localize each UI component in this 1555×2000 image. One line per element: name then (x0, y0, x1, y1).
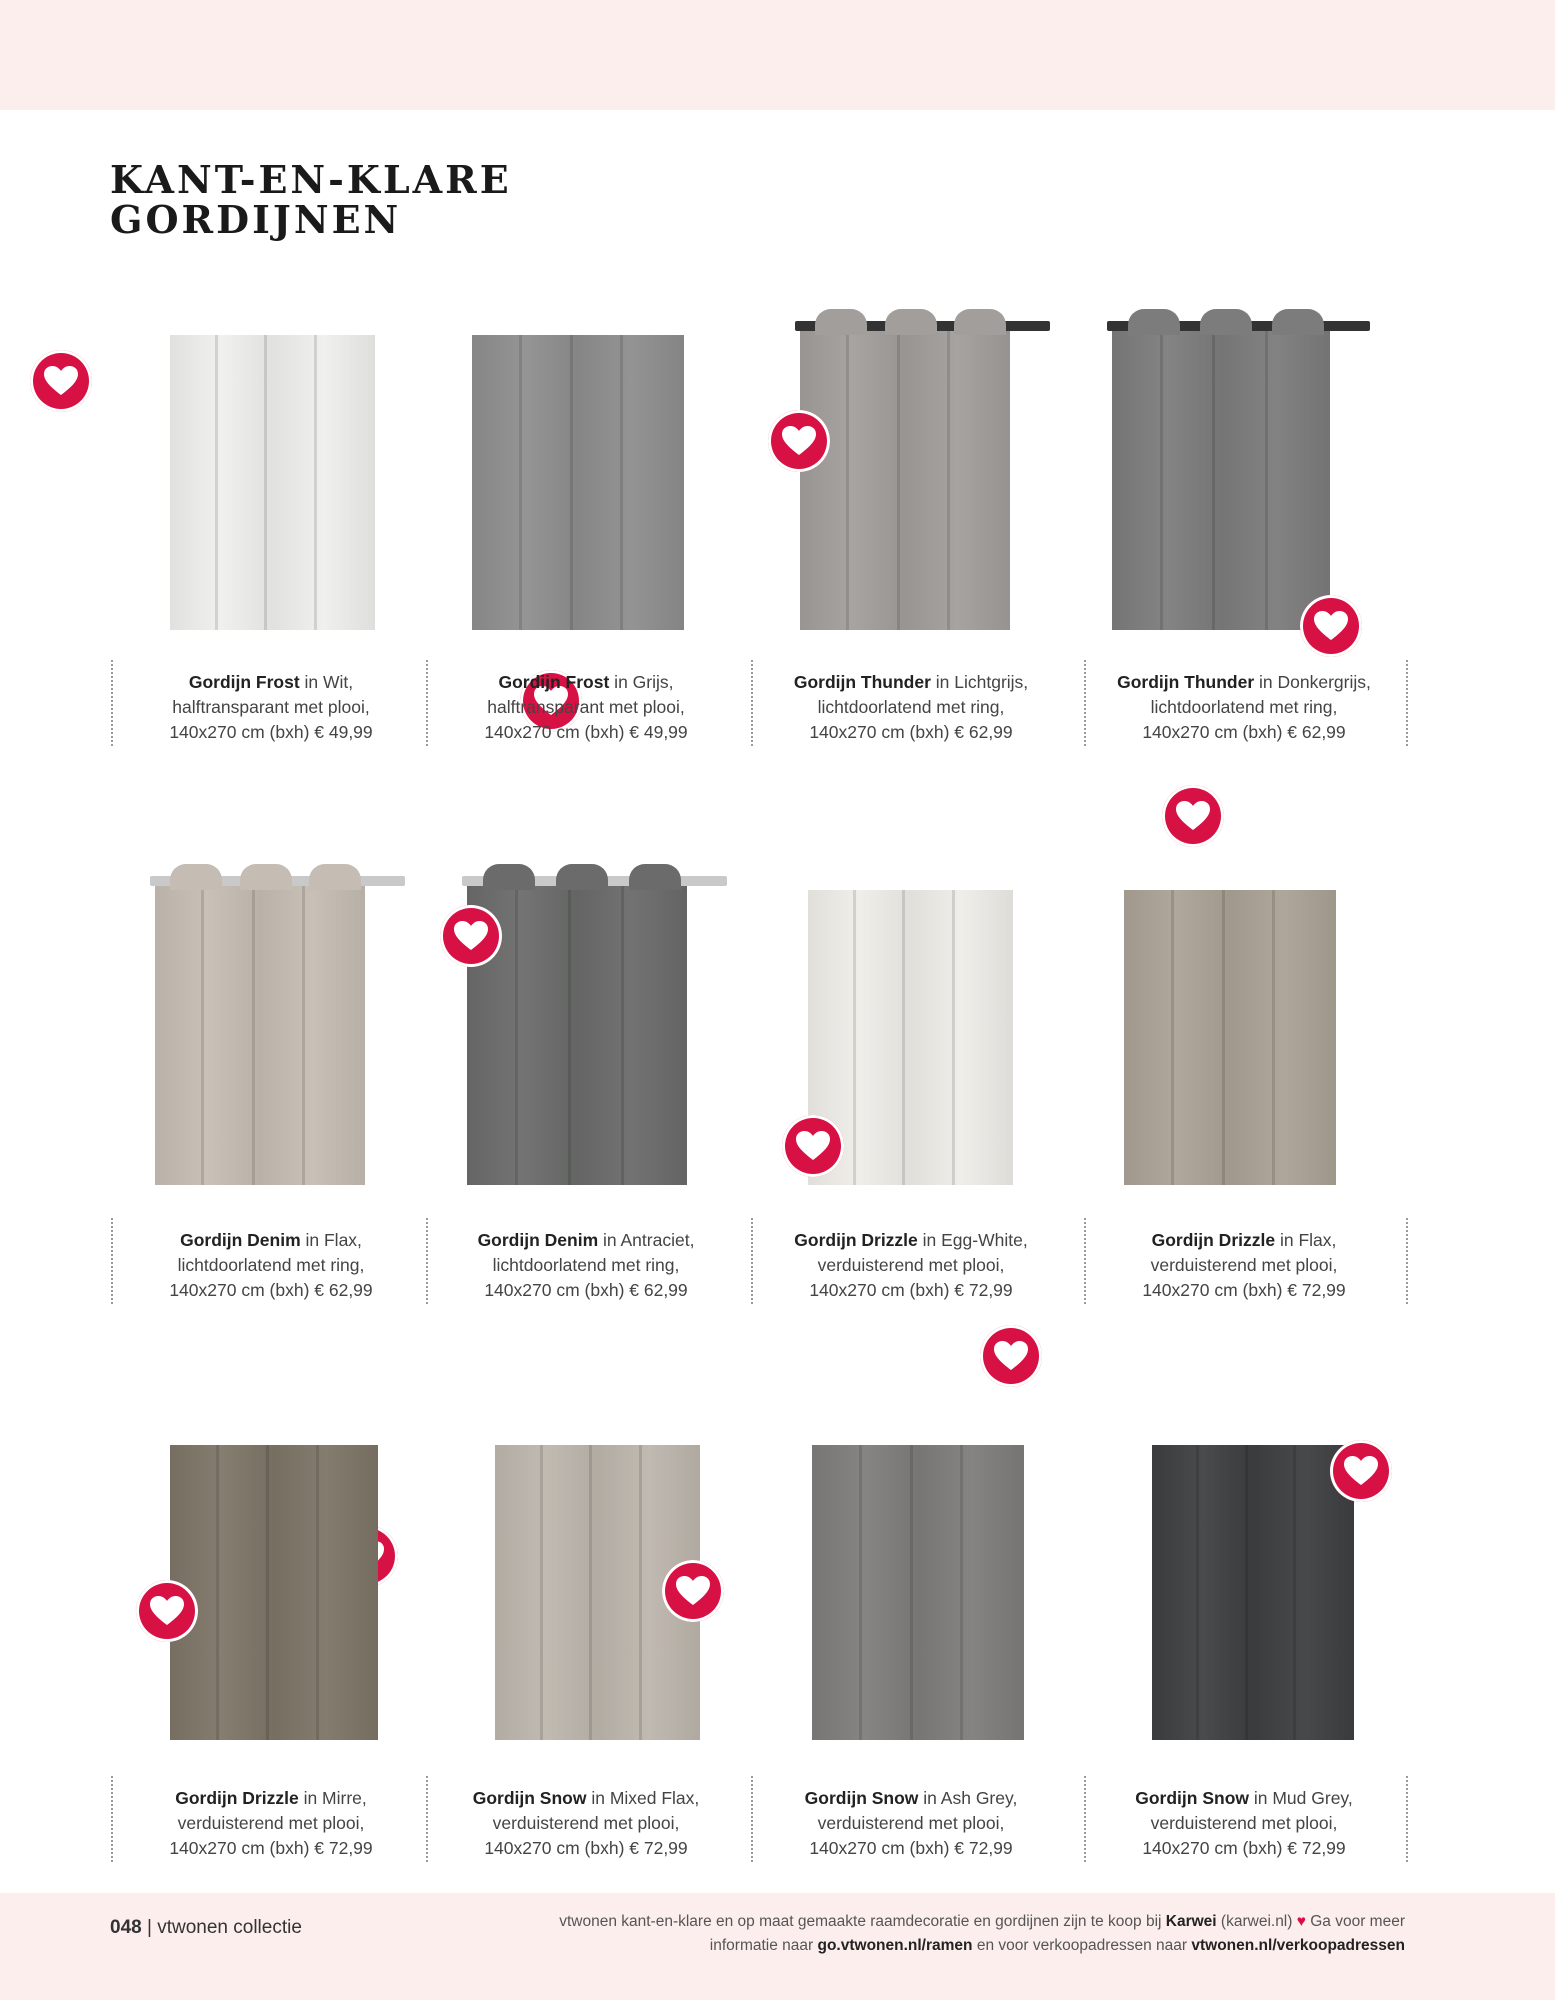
collection-label: vtwonen collectie (157, 1917, 302, 1938)
curtain-image (812, 1445, 1024, 1740)
curtain-image (1112, 325, 1330, 630)
favorite-heart-icon[interactable] (782, 1115, 844, 1177)
curtain-fold (264, 335, 267, 630)
curtain-fold (639, 1445, 642, 1740)
dotted-divider (426, 1776, 428, 1862)
product-name: Gordijn Snow (1135, 1788, 1249, 1808)
top-band (0, 0, 1555, 110)
curtain-fold (1272, 890, 1275, 1185)
separator: | (141, 1917, 158, 1938)
dotted-divider (111, 1776, 113, 1862)
product-price: 140x270 cm (bxh) € 62,99 (809, 722, 1013, 742)
curtain-fold (215, 335, 218, 630)
product-type: halftransparant met plooi, (487, 697, 685, 717)
footer-text: informatie naar (709, 1937, 818, 1954)
curtain-fold (859, 1445, 862, 1740)
product-color: in Wit, (299, 672, 354, 692)
product-type: verduisterend met plooi, (817, 1813, 1005, 1833)
curtain-fold (1245, 1445, 1248, 1740)
product-color: in Antraciet, (598, 1230, 695, 1250)
curtain-fold (846, 325, 849, 630)
curtain-fold (515, 880, 518, 1185)
product-caption (110, 1786, 432, 1861)
footer-info (505, 1910, 1405, 1958)
product-name: Gordijn Denim (180, 1230, 301, 1250)
curtain-fold (1196, 1445, 1199, 1740)
link-verkoopadressen[interactable]: vtwonen.nl/verkoopadressen (1191, 1937, 1405, 1954)
product-type: lichtdoorlatend met ring, (177, 1255, 365, 1275)
dotted-divider (426, 1218, 428, 1304)
curtain-fold (570, 335, 573, 630)
curtain-fold (540, 1445, 543, 1740)
product-name: Gordijn Snow (804, 1788, 919, 1808)
curtain-fold (621, 880, 624, 1185)
curtain-ring (815, 309, 867, 335)
link-ramen[interactable]: go.vtwonen.nl/ramen (817, 1937, 973, 1954)
page-number: 048 (110, 1917, 142, 1938)
heart-shape (1313, 610, 1349, 642)
product-price: 140x270 cm (bxh) € 72,99 (1142, 1280, 1346, 1300)
product-caption (110, 670, 432, 745)
product-price: 140x270 cm (bxh) € 72,99 (169, 1838, 373, 1858)
product-type: verduisterend met plooi, (492, 1813, 680, 1833)
product-color: in Mixed Flax, (586, 1788, 700, 1808)
curtain-fold (201, 880, 204, 1185)
favorite-heart-icon[interactable] (1300, 595, 1362, 657)
favorite-heart-icon[interactable] (136, 1580, 198, 1642)
footer-text: Ga voor meer (1305, 1913, 1405, 1930)
product-price: 140x270 cm (bxh) € 72,99 (809, 1838, 1013, 1858)
curtain-fold (947, 325, 950, 630)
product-name: Gordijn Thunder (1117, 672, 1255, 692)
heart-shape (993, 1340, 1029, 1372)
curtain-fold (1171, 890, 1174, 1185)
favorite-heart-icon[interactable] (1330, 1440, 1392, 1502)
product-type: lichtdoorlatend met ring, (817, 697, 1005, 717)
product-caption (425, 1786, 747, 1861)
product-price: 140x270 cm (bxh) € 72,99 (484, 1838, 688, 1858)
curtain-fold (960, 1445, 963, 1740)
product-color: in Grijs, (609, 672, 674, 692)
heart-shape (795, 1130, 831, 1162)
curtain-image (170, 1445, 378, 1740)
heart-shape (1343, 1455, 1379, 1487)
dotted-divider (751, 1218, 753, 1304)
favorite-heart-icon[interactable] (1162, 785, 1224, 847)
curtain-ring (954, 309, 1006, 335)
curtain-fold (952, 890, 955, 1185)
dotted-divider (111, 660, 113, 746)
curtain-fold (314, 335, 317, 630)
footer-text: en voor verkoopadressen naar (972, 1937, 1192, 1954)
product-name: Gordijn Drizzle (175, 1788, 299, 1808)
title-line-1: KANT-EN-KLARE (110, 157, 512, 202)
product-color: in Mirre, (298, 1788, 367, 1808)
product-color: in Flax, (1275, 1230, 1337, 1250)
favorite-heart-icon[interactable] (440, 905, 502, 967)
curtain-fold (620, 335, 623, 630)
curtain-image (1152, 1445, 1354, 1740)
dotted-divider (1084, 1776, 1086, 1862)
curtain-ring (1272, 309, 1324, 335)
curtain-fold (589, 1445, 592, 1740)
curtain-ring (556, 864, 608, 890)
curtain-fold (1160, 325, 1163, 630)
curtain-fold (266, 1445, 269, 1740)
curtain-fold (1212, 325, 1215, 630)
dotted-divider (1406, 660, 1408, 746)
curtain-fold (519, 335, 522, 630)
dotted-divider (751, 1776, 753, 1862)
heart-shape (43, 365, 79, 397)
dotted-divider (1406, 1776, 1408, 1862)
product-color: in Egg-White, (917, 1230, 1028, 1250)
product-price: 140x270 cm (bxh) € 62,99 (169, 1280, 373, 1300)
favorite-heart-icon[interactable] (30, 350, 92, 412)
product-name: Gordijn Denim (477, 1230, 599, 1250)
product-name: Gordijn Thunder (793, 672, 931, 692)
product-caption (1083, 670, 1405, 745)
product-price: 140x270 cm (bxh) € 49,99 (169, 722, 373, 742)
product-caption (750, 1786, 1072, 1861)
curtain-ring (1200, 309, 1252, 335)
dotted-divider (1084, 660, 1086, 746)
product-price: 140x270 cm (bxh) € 62,99 (1142, 722, 1346, 742)
product-type: halftransparant met plooi, (172, 697, 370, 717)
curtain-fold (568, 880, 571, 1185)
dotted-divider (1406, 1218, 1408, 1304)
favorite-heart-icon[interactable] (768, 410, 830, 472)
curtain-image (800, 325, 1010, 630)
heart-shape (453, 920, 489, 952)
curtain-image (170, 335, 375, 630)
product-caption (425, 670, 747, 745)
product-name: Gordijn Drizzle (1151, 1230, 1276, 1250)
product-caption (1083, 1228, 1405, 1303)
dotted-divider (1084, 1218, 1086, 1304)
product-color: in Mud Grey, (1249, 1788, 1353, 1808)
product-name: Gordijn Frost (188, 672, 300, 692)
product-price: 140x270 cm (bxh) € 72,99 (1142, 1838, 1346, 1858)
product-caption (750, 670, 1072, 745)
brand-name: Karwei (1165, 1913, 1217, 1930)
footer-text: (karwei.nl) (1216, 1913, 1297, 1930)
curtain-fold (853, 890, 856, 1185)
product-name: Gordijn Snow (472, 1788, 587, 1808)
product-color: in Flax, (300, 1230, 362, 1250)
product-type: verduisterend met plooi, (1150, 1813, 1338, 1833)
product-price: 140x270 cm (bxh) € 72,99 (809, 1280, 1013, 1300)
product-type: verduisterend met plooi, (1150, 1255, 1338, 1275)
curtain-ring (885, 309, 937, 335)
product-type: verduisterend met plooi, (817, 1255, 1005, 1275)
curtain-fold (216, 1445, 219, 1740)
product-color: in Lichtgrijs, (930, 672, 1029, 692)
heart-shape (1175, 800, 1211, 832)
favorite-heart-icon[interactable] (662, 1560, 724, 1622)
product-price: 140x270 cm (bxh) € 62,99 (484, 1280, 688, 1300)
product-color: in Ash Grey, (918, 1788, 1018, 1808)
curtain-fold (1222, 890, 1225, 1185)
curtain-ring (483, 864, 535, 890)
product-type: lichtdoorlatend met ring, (492, 1255, 680, 1275)
product-caption (750, 1228, 1072, 1303)
heart-shape (781, 425, 817, 457)
dotted-divider (426, 660, 428, 746)
curtain-fold (316, 1445, 319, 1740)
footer-text: vtwonen kant-en-klare en op maat gemaakte raamdecoratie en gordijnen zijn te koop bij (559, 1913, 1166, 1930)
title-line-2: GORDIJNEN (110, 197, 402, 242)
curtain-ring (1128, 309, 1180, 335)
curtain-fold (902, 890, 905, 1185)
heart-shape (675, 1575, 711, 1607)
curtain-fold (1293, 1445, 1296, 1740)
dotted-divider (751, 660, 753, 746)
page-number-line (110, 1917, 302, 1939)
product-name: Gordijn Drizzle (794, 1230, 918, 1250)
curtain-fold (302, 880, 305, 1185)
curtain-image (1124, 890, 1336, 1185)
product-caption (425, 1228, 747, 1303)
product-price: 140x270 cm (bxh) € 49,99 (484, 722, 688, 742)
heart-shape (149, 1595, 185, 1627)
curtain-image (155, 880, 365, 1185)
curtain-ring (629, 864, 681, 890)
curtain-fold (897, 325, 900, 630)
curtain-fold (910, 1445, 913, 1740)
heart-icon: ♥ (1296, 1913, 1306, 1930)
curtain-ring (170, 864, 222, 890)
product-color: in Donkergrijs, (1254, 672, 1371, 692)
curtain-image (472, 335, 684, 630)
product-name: Gordijn Frost (498, 672, 610, 692)
product-caption (110, 1228, 432, 1303)
product-type: lichtdoorlatend met ring, (1150, 697, 1338, 717)
curtain-fold (252, 880, 255, 1185)
dotted-divider (111, 1218, 113, 1304)
product-type: verduisterend met plooi, (177, 1813, 365, 1833)
curtain-fold (1265, 325, 1268, 630)
curtain-ring (309, 864, 361, 890)
product-caption (1083, 1786, 1405, 1861)
favorite-heart-icon[interactable] (980, 1325, 1042, 1387)
page-title (110, 157, 512, 242)
curtain-ring (240, 864, 292, 890)
